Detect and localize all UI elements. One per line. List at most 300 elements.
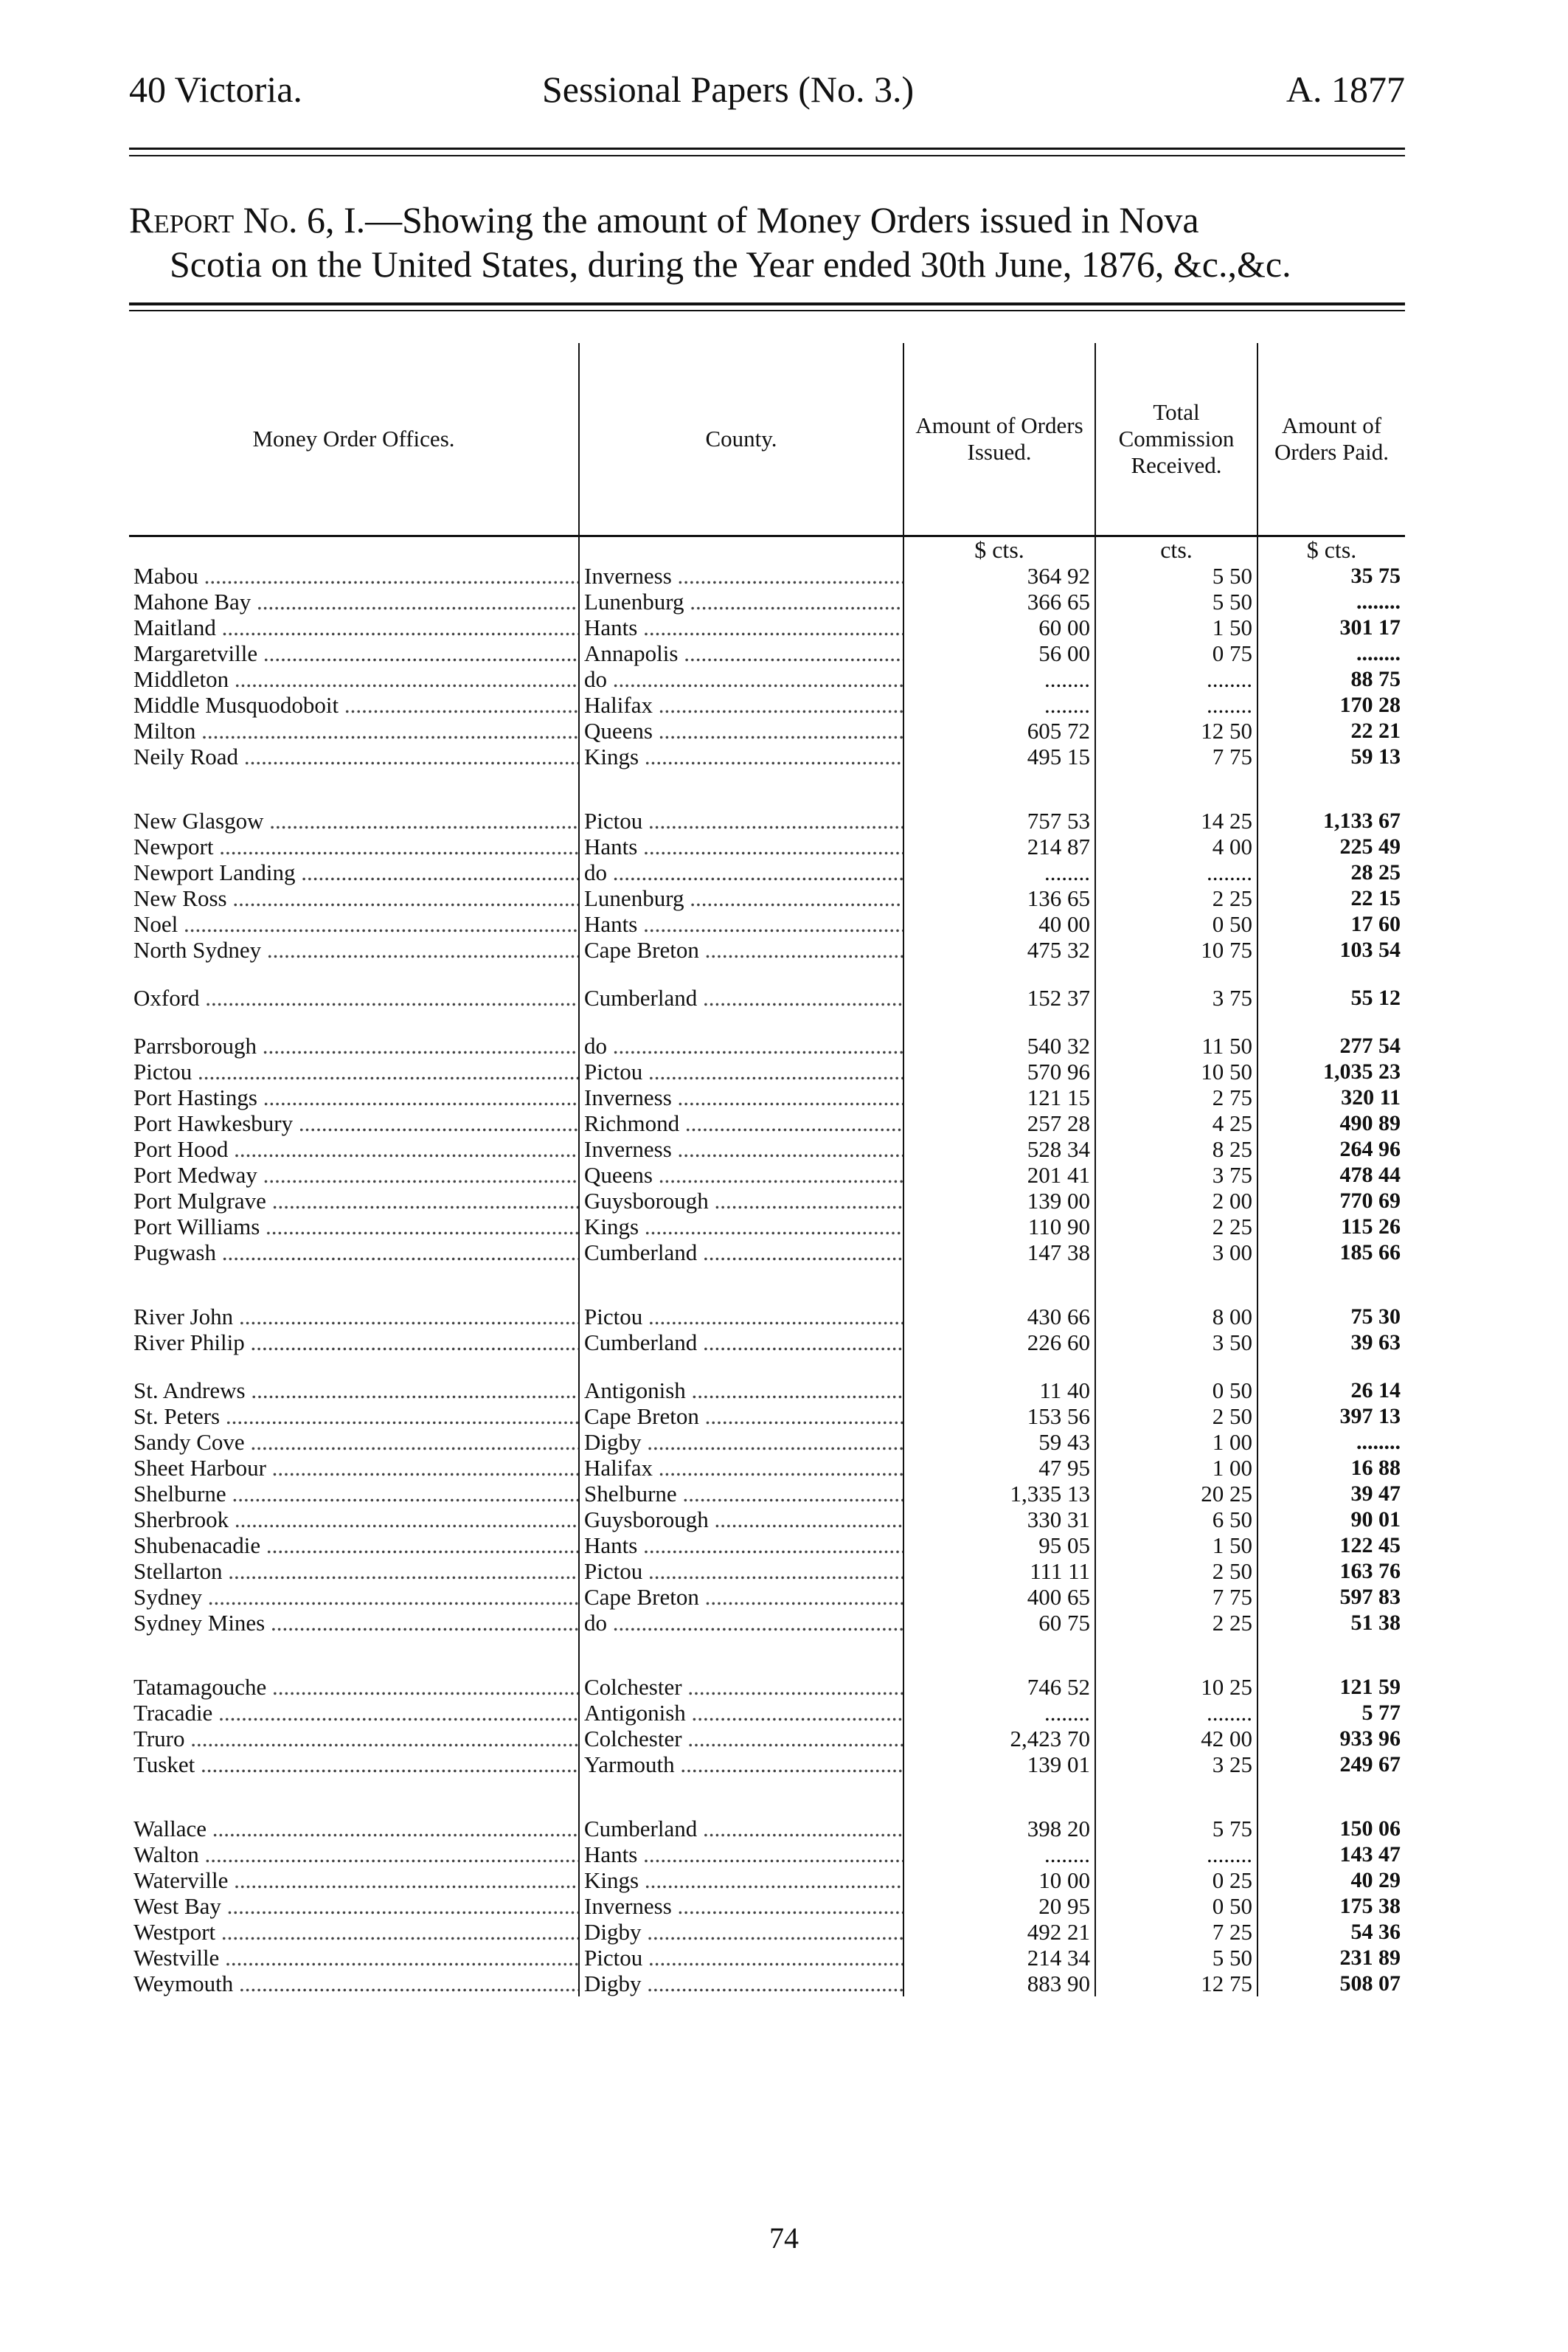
cell-issued: 60 00 <box>903 615 1095 640</box>
cell-commission: 20 25 <box>1095 1481 1257 1507</box>
cell-commission: 2 50 <box>1095 1558 1257 1584</box>
cell-commission: 2 75 <box>1095 1085 1257 1110</box>
report-number: Report No. 6, I. <box>129 199 366 241</box>
cell-county: Cape Breton ..... <box>579 1584 903 1610</box>
cell-issued: 139 00 <box>903 1188 1095 1214</box>
group-spacer <box>129 1265 1405 1304</box>
cell-paid: 90 01 <box>1257 1507 1405 1532</box>
cell-office: Sydney ..... <box>129 1584 579 1610</box>
cell-commission: 1 50 <box>1095 1532 1257 1558</box>
cell-issued: 2,423 70 <box>903 1726 1095 1751</box>
cell-office: Sheet Harbour ..... <box>129 1455 579 1481</box>
spacer-cell <box>1257 769 1405 808</box>
spacer-cell <box>579 963 903 985</box>
page-number: 74 <box>769 2221 799 2255</box>
cell-issued: 330 31 <box>903 1507 1095 1532</box>
spacer-cell <box>903 1636 1095 1674</box>
cell-issued: 136 65 <box>903 885 1095 911</box>
table-row <box>129 937 1405 963</box>
cell-county: Hants ..... <box>579 834 903 859</box>
cell-county: Digby ..... <box>579 1971 903 1996</box>
cell-office: Shelburne ..... <box>129 1481 579 1507</box>
spacer-cell <box>579 1636 903 1674</box>
table-row <box>129 718 1405 744</box>
spacer-cell <box>903 1011 1095 1033</box>
cell-county: Yarmouth ..... <box>579 1751 903 1777</box>
cell-paid: 933 96 <box>1257 1726 1405 1751</box>
table-row <box>129 1971 1405 1996</box>
cell-county: Shelburne ..... <box>579 1481 903 1507</box>
cell-county: Cumberland ..... <box>579 985 903 1011</box>
table-row <box>129 589 1405 615</box>
cell-county: Antigonish ..... <box>579 1700 903 1726</box>
table-row <box>129 1085 1405 1110</box>
cell-commission: 0 50 <box>1095 1377 1257 1403</box>
cell-commission: 5 50 <box>1095 563 1257 589</box>
cell-paid: 39 47 <box>1257 1481 1405 1507</box>
cell-commission: 3 50 <box>1095 1329 1257 1355</box>
spacer-cell <box>1095 1355 1257 1377</box>
cell-issued: 60 75 <box>903 1610 1095 1636</box>
cell-paid: 40 29 <box>1257 1867 1405 1893</box>
cell-office: St. Peters ..... <box>129 1403 579 1429</box>
group-spacer <box>129 1011 1405 1033</box>
spacer-cell <box>129 1636 579 1674</box>
cell-paid: 103 54 <box>1257 937 1405 963</box>
cell-office: Maitland ..... <box>129 615 579 640</box>
cell-county: Hants ..... <box>579 911 903 937</box>
header-year: A. 1877 <box>1286 69 1405 110</box>
spacer-cell <box>1257 1777 1405 1816</box>
cell-office: Truro ..... <box>129 1726 579 1751</box>
spacer-cell <box>129 1265 579 1304</box>
cell-office: Westport ..... <box>129 1919 579 1945</box>
cell-commission: 4 25 <box>1095 1110 1257 1136</box>
cell-issued: 20 95 <box>903 1893 1095 1919</box>
cell-office: New Glasgow ..... <box>129 808 579 834</box>
cell-county: Colchester ..... <box>579 1726 903 1751</box>
cell-commission: 2 25 <box>1095 885 1257 911</box>
cell-county: Pictou ..... <box>579 808 903 834</box>
cell-office: Westville ..... <box>129 1945 579 1971</box>
cell-issued: 111 11 <box>903 1558 1095 1584</box>
cell-issued: ........ <box>903 666 1095 692</box>
table-row <box>129 1033 1405 1059</box>
money-orders-table <box>129 343 1405 1996</box>
cell-issued: 110 90 <box>903 1214 1095 1239</box>
cell-county: Hants ..... <box>579 1532 903 1558</box>
cell-county: do ..... <box>579 1033 903 1059</box>
table-row <box>129 1700 1405 1726</box>
table-row <box>129 1304 1405 1329</box>
cell-issued: 147 38 <box>903 1239 1095 1265</box>
cell-office: Sydney Mines ..... <box>129 1610 579 1636</box>
table-row <box>129 1945 1405 1971</box>
cell-issued: 214 34 <box>903 1945 1095 1971</box>
cell-county: Digby ..... <box>579 1429 903 1455</box>
cell-paid: 508 07 <box>1257 1971 1405 1996</box>
cell-issued: 201 41 <box>903 1162 1095 1188</box>
table-row <box>129 1558 1405 1584</box>
cell-office: Port Hood ..... <box>129 1136 579 1162</box>
cell-county: Queens ..... <box>579 1162 903 1188</box>
cell-commission: 2 50 <box>1095 1403 1257 1429</box>
cell-paid: 55 12 <box>1257 985 1405 1011</box>
cell-county: Digby ..... <box>579 1919 903 1945</box>
cell-commission: 42 00 <box>1095 1726 1257 1751</box>
cell-issued: ........ <box>903 1700 1095 1726</box>
cell-issued: 398 20 <box>903 1816 1095 1841</box>
cell-commission: 0 50 <box>1095 911 1257 937</box>
cell-county: Guysborough ..... <box>579 1188 903 1214</box>
cell-office: North Sydney ..... <box>129 937 579 963</box>
cell-county: Lunenburg ..... <box>579 885 903 911</box>
table-row <box>129 666 1405 692</box>
cell-paid: 26 14 <box>1257 1377 1405 1403</box>
cell-commission: ........ <box>1095 692 1257 718</box>
table-row <box>129 859 1405 885</box>
cell-issued: 257 28 <box>903 1110 1095 1136</box>
cell-issued: 746 52 <box>903 1674 1095 1700</box>
cell-office: Noel ..... <box>129 911 579 937</box>
cell-county: Queens ..... <box>579 718 903 744</box>
table-row <box>129 1841 1405 1867</box>
cell-county: Inverness ..... <box>579 1893 903 1919</box>
cell-office: Middle Musquodoboit ..... <box>129 692 579 718</box>
cell-issued: 226 60 <box>903 1329 1095 1355</box>
cell-issued: ........ <box>903 692 1095 718</box>
cell-office: Waterville ..... <box>129 1867 579 1893</box>
cell-issued: 364 92 <box>903 563 1095 589</box>
cell-paid: 320 11 <box>1257 1085 1405 1110</box>
cell-issued: 540 32 <box>903 1033 1095 1059</box>
units-paid: $ cts. <box>1257 536 1405 564</box>
table-row <box>129 1455 1405 1481</box>
cell-paid: 54 36 <box>1257 1919 1405 1945</box>
units-county-blank <box>579 536 903 564</box>
cell-office: Newport Landing ..... <box>129 859 579 885</box>
cell-commission: 8 25 <box>1095 1136 1257 1162</box>
cell-county: do ..... <box>579 1610 903 1636</box>
cell-paid: ........ <box>1257 1429 1405 1455</box>
spacer-cell <box>903 769 1095 808</box>
cell-paid: 597 83 <box>1257 1584 1405 1610</box>
table-row <box>129 1674 1405 1700</box>
cell-commission: 7 75 <box>1095 744 1257 769</box>
cell-county: Halifax ..... <box>579 692 903 718</box>
spacer-cell <box>129 1011 579 1033</box>
spacer-cell <box>1095 1636 1257 1674</box>
cell-office: Weymouth ..... <box>129 1971 579 1996</box>
cell-commission: 1 00 <box>1095 1429 1257 1455</box>
units-office-blank <box>129 536 579 564</box>
table-row <box>129 640 1405 666</box>
cell-office: Wallace ..... <box>129 1816 579 1841</box>
cell-commission: 12 50 <box>1095 718 1257 744</box>
column-header-county: County. <box>579 343 903 536</box>
spacer-cell <box>903 1355 1095 1377</box>
cell-issued: 605 72 <box>903 718 1095 744</box>
cell-office: New Ross ..... <box>129 885 579 911</box>
cell-office: Port Hawkesbury ..... <box>129 1110 579 1136</box>
title-rule-top <box>129 302 1405 305</box>
cell-paid: 122 45 <box>1257 1532 1405 1558</box>
header-rule-top <box>129 148 1405 150</box>
cell-commission: 10 50 <box>1095 1059 1257 1085</box>
spacer-cell <box>579 1777 903 1816</box>
table-row <box>129 1403 1405 1429</box>
cell-issued: 56 00 <box>903 640 1095 666</box>
cell-county: Lunenburg ..... <box>579 589 903 615</box>
cell-issued: 570 96 <box>903 1059 1095 1085</box>
cell-county: Halifax ..... <box>579 1455 903 1481</box>
cell-office: Neily Road ..... <box>129 744 579 769</box>
spacer-cell <box>129 1777 579 1816</box>
cell-paid: 88 75 <box>1257 666 1405 692</box>
cell-commission: 5 50 <box>1095 1945 1257 1971</box>
cell-paid: 16 88 <box>1257 1455 1405 1481</box>
cell-county: Kings ..... <box>579 744 903 769</box>
header-sessional-papers: Sessional Papers (No. 3.) <box>542 69 915 110</box>
table-row <box>129 1110 1405 1136</box>
cell-commission: ........ <box>1095 1841 1257 1867</box>
cell-paid: 121 59 <box>1257 1674 1405 1700</box>
group-spacer <box>129 1777 1405 1816</box>
cell-paid: 5 77 <box>1257 1700 1405 1726</box>
cell-issued: 366 65 <box>903 589 1095 615</box>
table-row <box>129 1584 1405 1610</box>
header-session: 40 Victoria. <box>129 69 302 110</box>
cell-paid: 22 15 <box>1257 885 1405 911</box>
table-row <box>129 1214 1405 1239</box>
cell-paid: 397 13 <box>1257 1403 1405 1429</box>
table-row <box>129 1188 1405 1214</box>
group-spacer <box>129 1636 1405 1674</box>
table-row <box>129 1377 1405 1403</box>
group-spacer <box>129 769 1405 808</box>
cell-commission: 11 50 <box>1095 1033 1257 1059</box>
units-row <box>129 536 1405 564</box>
cell-commission: 4 00 <box>1095 834 1257 859</box>
table-row <box>129 1726 1405 1751</box>
cell-county: Pictou ..... <box>579 1059 903 1085</box>
cell-office: Pugwash ..... <box>129 1239 579 1265</box>
cell-county: Antigonish ..... <box>579 1377 903 1403</box>
table-row <box>129 885 1405 911</box>
cell-commission: 7 75 <box>1095 1584 1257 1610</box>
cell-issued: 11 40 <box>903 1377 1095 1403</box>
cell-paid: 51 38 <box>1257 1610 1405 1636</box>
cell-issued: 492 21 <box>903 1919 1095 1945</box>
cell-issued: 495 15 <box>903 744 1095 769</box>
cell-office: Stellarton ..... <box>129 1558 579 1584</box>
header-rule-bottom <box>129 155 1405 156</box>
cell-paid: 35 75 <box>1257 563 1405 589</box>
running-header <box>129 68 1405 127</box>
cell-commission: 6 50 <box>1095 1507 1257 1532</box>
cell-office: Middleton ..... <box>129 666 579 692</box>
spacer-cell <box>1095 769 1257 808</box>
cell-office: Mahone Bay ..... <box>129 589 579 615</box>
cell-office: Mabou ..... <box>129 563 579 589</box>
cell-county: Inverness ..... <box>579 1136 903 1162</box>
cell-commission: 10 75 <box>1095 937 1257 963</box>
spacer-cell <box>1095 963 1257 985</box>
cell-county: Kings ..... <box>579 1214 903 1239</box>
cell-commission: 7 25 <box>1095 1919 1257 1945</box>
table-row <box>129 1816 1405 1841</box>
units-commission: cts. <box>1095 536 1257 564</box>
cell-paid: 22 21 <box>1257 718 1405 744</box>
cell-commission: 8 00 <box>1095 1304 1257 1329</box>
spacer-cell <box>1257 1355 1405 1377</box>
table-row <box>129 744 1405 769</box>
cell-paid: 770 69 <box>1257 1188 1405 1214</box>
cell-county: Richmond ..... <box>579 1110 903 1136</box>
cell-office: Shubenacadie ..... <box>129 1532 579 1558</box>
table-row <box>129 911 1405 937</box>
cell-paid: 301 17 <box>1257 615 1405 640</box>
cell-commission: 5 50 <box>1095 589 1257 615</box>
cell-commission: 12 75 <box>1095 1971 1257 1996</box>
spacer-cell <box>903 1777 1095 1816</box>
cell-paid: 175 38 <box>1257 1893 1405 1919</box>
cell-paid: 59 13 <box>1257 744 1405 769</box>
spacer-cell <box>129 769 579 808</box>
spacer-cell <box>579 1355 903 1377</box>
cell-commission: 5 75 <box>1095 1816 1257 1841</box>
spacer-cell <box>579 1265 903 1304</box>
cell-paid: 39 63 <box>1257 1329 1405 1355</box>
cell-office: Port Williams ..... <box>129 1214 579 1239</box>
cell-county: Cumberland ..... <box>579 1816 903 1841</box>
cell-issued: 400 65 <box>903 1584 1095 1610</box>
cell-paid: 277 54 <box>1257 1033 1405 1059</box>
table-row <box>129 1162 1405 1188</box>
title-rule-bottom <box>129 310 1405 311</box>
cell-office: Port Medway ..... <box>129 1162 579 1188</box>
column-header-office: Money Order Offices. <box>129 343 579 536</box>
table-row <box>129 1507 1405 1532</box>
cell-commission: 3 75 <box>1095 1162 1257 1188</box>
spacer-cell <box>579 769 903 808</box>
cell-office: Tracadie ..... <box>129 1700 579 1726</box>
spacer-cell <box>1257 1636 1405 1674</box>
cell-office: Sherbrook ..... <box>129 1507 579 1532</box>
table-row <box>129 615 1405 640</box>
cell-commission: 1 50 <box>1095 615 1257 640</box>
cell-commission: 14 25 <box>1095 808 1257 834</box>
spacer-cell <box>903 963 1095 985</box>
cell-paid: 490 89 <box>1257 1110 1405 1136</box>
column-header-issued: Amount of Orders Issued. <box>903 343 1095 536</box>
cell-paid: 150 06 <box>1257 1816 1405 1841</box>
spacer-cell <box>1095 1265 1257 1304</box>
table-row <box>129 1481 1405 1507</box>
table-row <box>129 985 1405 1011</box>
cell-issued: 121 15 <box>903 1085 1095 1110</box>
units-issued: $ cts. <box>903 536 1095 564</box>
spacer-cell <box>1095 1777 1257 1816</box>
cell-commission: 3 25 <box>1095 1751 1257 1777</box>
cell-commission: 2 25 <box>1095 1214 1257 1239</box>
cell-office: River John ..... <box>129 1304 579 1329</box>
cell-office: Oxford ..... <box>129 985 579 1011</box>
spacer-cell <box>129 1355 579 1377</box>
cell-commission: 1 00 <box>1095 1455 1257 1481</box>
table-row <box>129 1751 1405 1777</box>
spacer-cell <box>1257 963 1405 985</box>
table-row <box>129 1329 1405 1355</box>
table-row <box>129 563 1405 589</box>
cell-issued: 139 01 <box>903 1751 1095 1777</box>
cell-issued: 475 32 <box>903 937 1095 963</box>
cell-county: Annapolis ..... <box>579 640 903 666</box>
cell-paid: ........ <box>1257 640 1405 666</box>
cell-issued: 153 56 <box>903 1403 1095 1429</box>
cell-paid: 75 30 <box>1257 1304 1405 1329</box>
cell-issued: 152 37 <box>903 985 1095 1011</box>
report-title <box>129 198 1412 286</box>
cell-issued: 528 34 <box>903 1136 1095 1162</box>
cell-county: Pictou ..... <box>579 1945 903 1971</box>
cell-county: Hants ..... <box>579 1841 903 1867</box>
cell-county: Pictou ..... <box>579 1558 903 1584</box>
cell-issued: ........ <box>903 859 1095 885</box>
cell-county: Inverness ..... <box>579 1085 903 1110</box>
group-spacer <box>129 1355 1405 1377</box>
cell-issued: 883 90 <box>903 1971 1095 1996</box>
cell-paid: ........ <box>1257 589 1405 615</box>
cell-county: Inverness ..... <box>579 563 903 589</box>
spacer-cell <box>903 1265 1095 1304</box>
table-row <box>129 692 1405 718</box>
group-spacer <box>129 963 1405 985</box>
cell-issued: 757 53 <box>903 808 1095 834</box>
cell-commission: 0 50 <box>1095 1893 1257 1919</box>
cell-county: Cape Breton ..... <box>579 1403 903 1429</box>
cell-commission: ........ <box>1095 1700 1257 1726</box>
cell-county: Hants ..... <box>579 615 903 640</box>
cell-county: Colchester ..... <box>579 1674 903 1700</box>
cell-paid: 225 49 <box>1257 834 1405 859</box>
spacer-cell <box>1095 1011 1257 1033</box>
report-title-line-1: —Showing the amount of Money Orders issued in Nova <box>365 199 1199 241</box>
cell-paid: 17 60 <box>1257 911 1405 937</box>
cell-issued: 430 66 <box>903 1304 1095 1329</box>
table-row <box>129 808 1405 834</box>
table-row <box>129 1532 1405 1558</box>
cell-office: River Philip ..... <box>129 1329 579 1355</box>
spacer-cell <box>1257 1011 1405 1033</box>
cell-county: Cape Breton ..... <box>579 937 903 963</box>
cell-paid: 28 25 <box>1257 859 1405 885</box>
cell-commission: 2 00 <box>1095 1188 1257 1214</box>
cell-paid: 264 96 <box>1257 1136 1405 1162</box>
report-title-line-2: Scotia on the United States, during the Year ended 30th June, 1876, &c.,&c. <box>170 243 1291 285</box>
table-row <box>129 1610 1405 1636</box>
table-row <box>129 1893 1405 1919</box>
cell-issued: 95 05 <box>903 1532 1095 1558</box>
cell-paid: 231 89 <box>1257 1945 1405 1971</box>
cell-paid: 1,133 67 <box>1257 808 1405 834</box>
cell-paid: 249 67 <box>1257 1751 1405 1777</box>
cell-issued: 10 00 <box>903 1867 1095 1893</box>
column-header-paid: Amount of Orders Paid. <box>1257 343 1405 536</box>
cell-office: Pictou ..... <box>129 1059 579 1085</box>
cell-office: Tatamagouche ..... <box>129 1674 579 1700</box>
table-row <box>129 1867 1405 1893</box>
